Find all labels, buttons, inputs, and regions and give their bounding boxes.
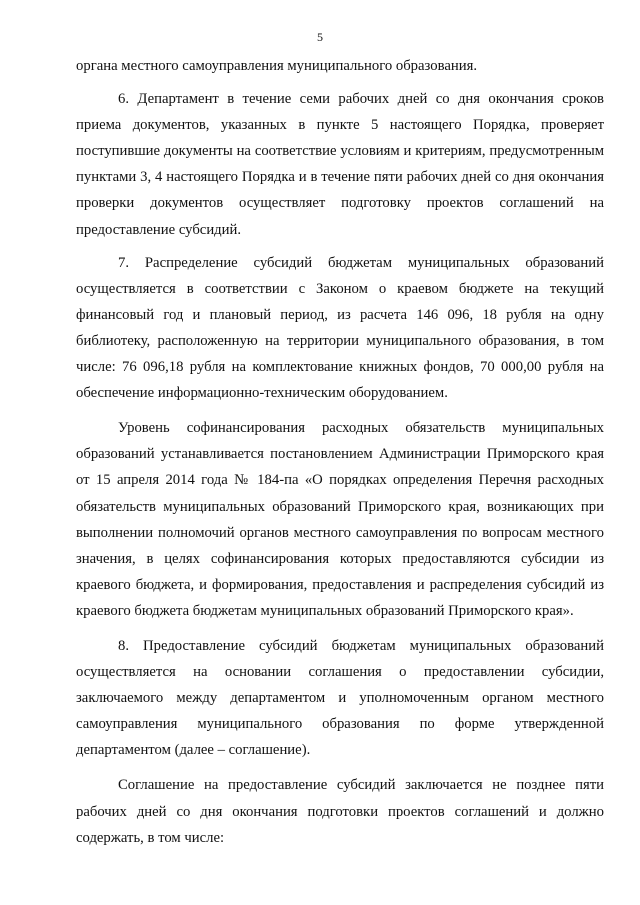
paragraph-cofinancing: Уровень софинансирования расходных обязательств муниципальных образований устанавливается постановлением Администрации Приморского края от 15 апреля 2014 года № 184-па «О порядках определения Перечня расходных обязательств муниципальных образований Приморского края, возникающих при выполнении полномочий органов местного самоуправления по вопросам местного значения, в целях софинансирования которых предоставляются субсидии из краевого бюджета, и формирования, предоставления и распределения субсидий из краевого бюджета бюджетам муниципальных образований Приморского края». (76, 420, 604, 619)
paragraph-continuation: органа местного самоуправления муниципального образования. (76, 58, 478, 74)
document-body (76, 53, 604, 851)
page-number: 5 (317, 30, 323, 44)
paragraph-item-7: 7. Распределение субсидий бюджетам муниципальных образований осуществляется в соответствии с Законом о краевом бюджете на текущий финансовый год и плановый период, из расчета 146 096, 18 рубля на одну библиотеку, расположенную на территории муниципального образования, в том числе: 76 096,18 рубля на комплектование книжных фондов, 70 000,00 рубля на обеспечение информационно-техническим оборудованием. (76, 254, 604, 402)
paragraph-item-6: 6. Департамент в течение семи рабочих дней со дня окончания сроков приема документов, указанных в пункте 5 настоящего Порядка, проверяет поступившие документы на соответствие условиям и критериям, предусмотренным пунктами 3, 4 настоящего Порядка и в течение пяти рабочих дней со дня окончания проверки документов осуществляет подготовку проектов соглашений на предоставление субсидий. (76, 91, 604, 238)
paragraph-agreement: Соглашение на предоставление субсидий заключается не позднее пяти рабочих дней со дня окончания подготовки проектов соглашений и должно содержать, в том числе: (76, 777, 604, 846)
paragraph-item-8: 8. Предоставление субсидий бюджетам муниципальных образований осуществляется на основании соглашения о предоставлении субсидии, заключаемого между департаментом и уполномоченным органом местного самоуправления муниципального образования по форме утвержденной департаментом (далее – соглашение). (76, 637, 604, 759)
